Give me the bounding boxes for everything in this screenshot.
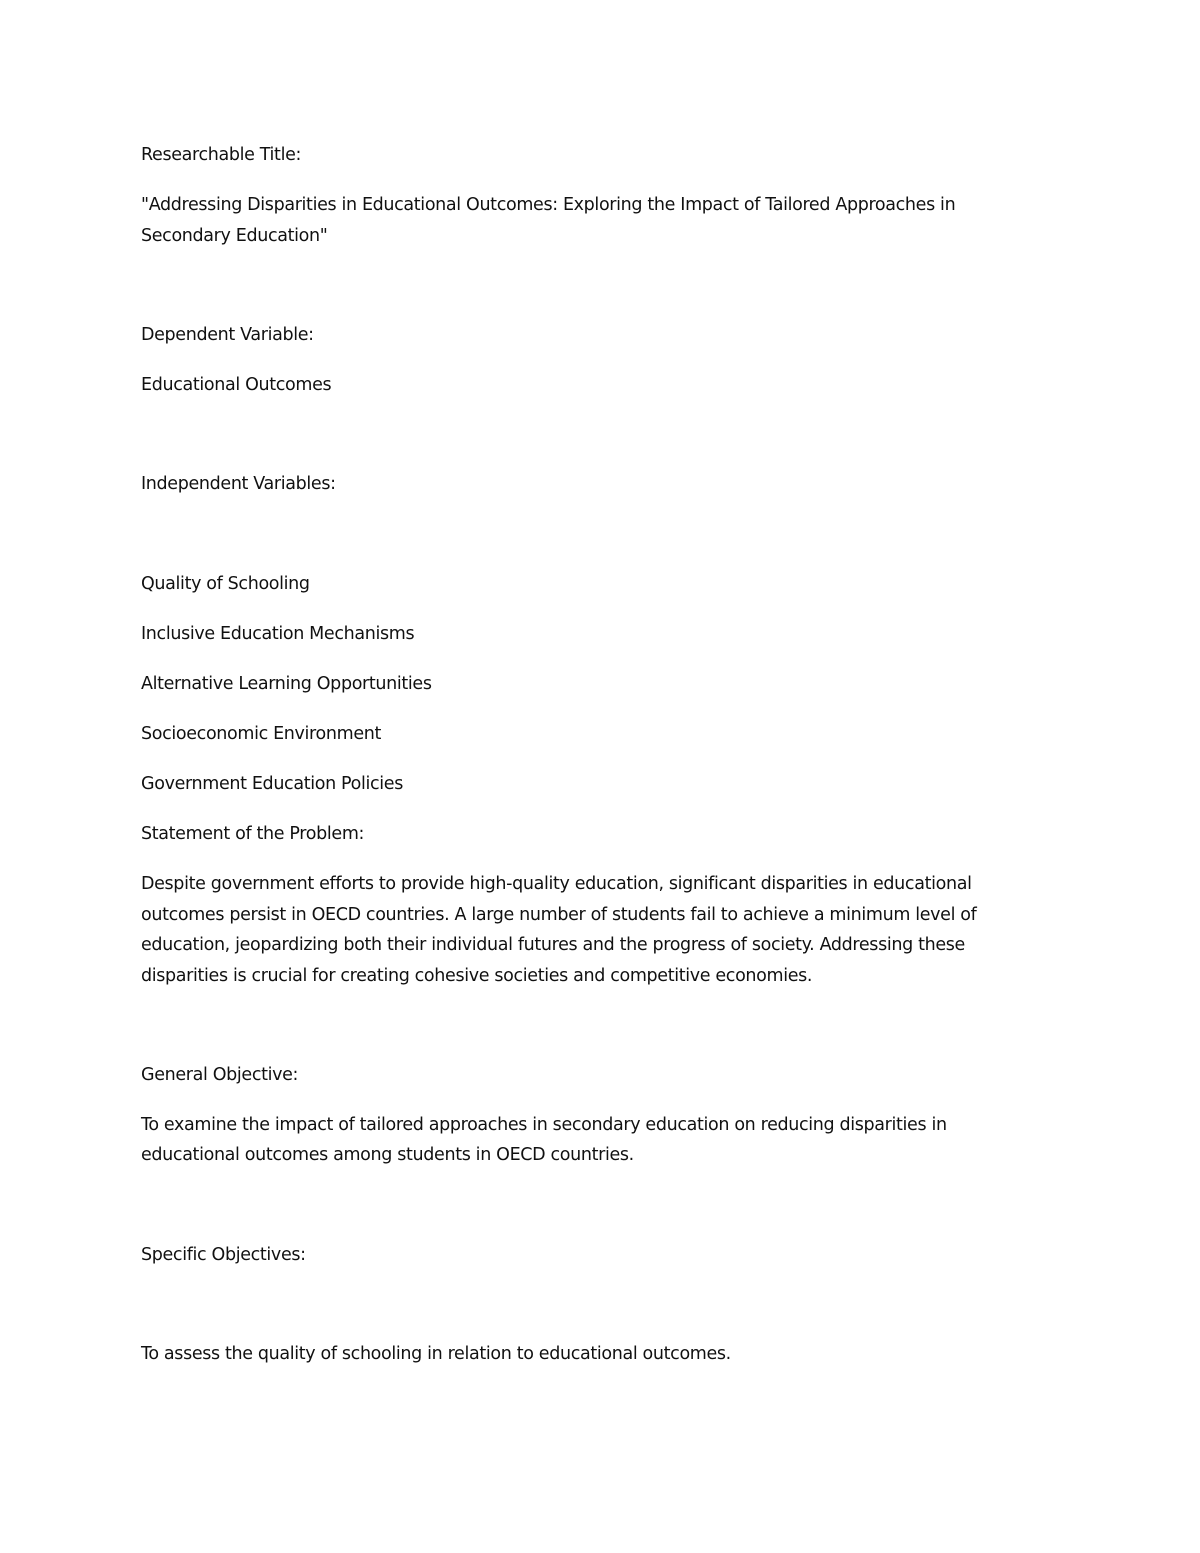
general-objective-line: To examine the impact of tailored approaches in secondary education on reducing disparities in [141, 1115, 947, 1135]
problem-statement-line: Despite government efforts to provide high-quality education, significant disparities in educational [141, 874, 972, 894]
specific-objective-item: To assess the quality of schooling in relation to educational outcomes. [141, 1344, 731, 1364]
research-title-line-1: "Addressing Disparities in Educational Outcomes: Exploring the Impact of Tailored Approaches in [141, 195, 956, 215]
dependent-variable-value: Educational Outcomes [141, 375, 332, 395]
general-objective-line: educational outcomes among students in OECD countries. [141, 1145, 634, 1165]
problem-statement-line: disparities is crucial for creating cohesive societies and competitive economies. [141, 966, 813, 986]
specific-objectives-label: Specific Objectives: [141, 1245, 306, 1265]
problem-statement-line: education, jeopardizing both their individual futures and the progress of society. Addressing these [141, 935, 965, 955]
research-title-line-2: Secondary Education" [141, 226, 328, 246]
independent-variables-label: Independent Variables: [141, 474, 336, 494]
problem-statement-line: outcomes persist in OECD countries. A large number of students fail to achieve a minimum level of [141, 905, 977, 925]
research-title-label: Researchable Title: [141, 145, 302, 165]
dependent-variable-label: Dependent Variable: [141, 325, 314, 345]
independent-variable-item: Government Education Policies [141, 774, 403, 794]
independent-variable-item: Alternative Learning Opportunities [141, 674, 432, 694]
general-objective-label: General Objective: [141, 1065, 299, 1085]
problem-statement-label: Statement of the Problem: [141, 824, 365, 844]
independent-variable-item: Quality of Schooling [141, 574, 310, 594]
independent-variable-item: Inclusive Education Mechanisms [141, 624, 415, 644]
independent-variable-item: Socioeconomic Environment [141, 724, 381, 744]
